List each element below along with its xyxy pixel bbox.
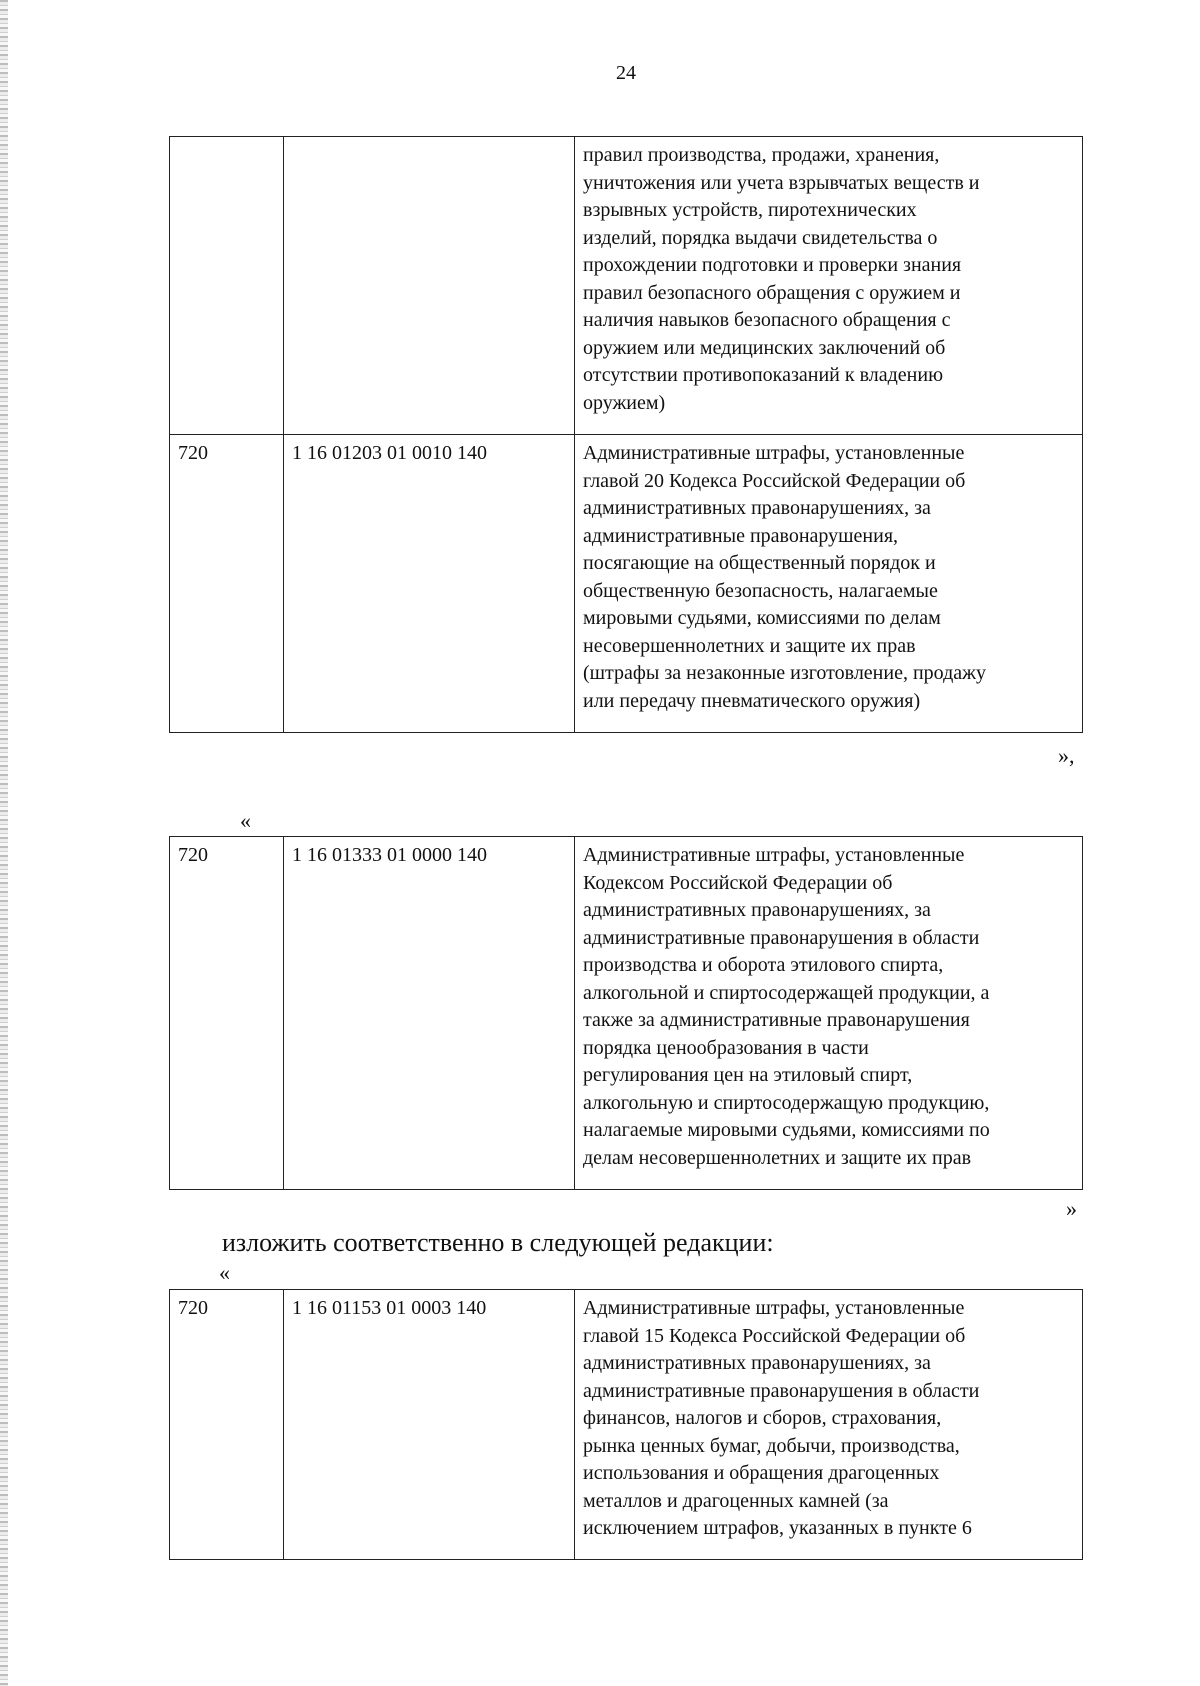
budget-code-cell: 1 16 01153 01 0003 140 <box>284 1290 575 1560</box>
table-second <box>169 836 1083 1190</box>
table-third <box>169 1289 1083 1560</box>
admin-code-cell: 720 <box>170 837 284 1190</box>
table-row <box>170 137 1083 435</box>
opening-quote: « <box>240 808 251 833</box>
closing-quote: », <box>1058 743 1075 768</box>
table-row <box>170 435 1083 733</box>
page-number: 24 <box>616 62 636 84</box>
budget-code-cell: 1 16 01333 01 0000 140 <box>284 837 575 1190</box>
budget-code-cell: 1 16 01203 01 0010 140 <box>284 435 575 733</box>
description-cell: Административные штрафы, установленные Кодексом Российской Федерации об административных правонарушениях, за административные правонарушения в области производства и оборота этилового спирта, алкогольной и спиртосодержащей продукции, а также за административные правонарушения порядка ценообразования в части регулирования цен на этиловый спирт, алкогольную и спиртосодержащую продукцию, налагаемые мировыми судьями, комиссиями по делам несовершеннолетних и защите их прав <box>575 837 1083 1190</box>
admin-code-cell <box>170 137 284 435</box>
description-cell: Административные штрафы, установленные главой 15 Кодекса Российской Федерации об административных правонарушениях, за административные правонарушения в области финансов, налогов и сборов, страхования, рынка ценных бумаг, добычи, производства, использования и обращения драгоценных металлов и драгоценных камней (за исключением штрафов, указанных в пункте 6 <box>575 1290 1083 1560</box>
intro-text: изложить соответственно в следующей редакции: <box>222 1228 774 1257</box>
table-continued <box>169 136 1083 733</box>
description-cell: Административные штрафы, установленные главой 20 Кодекса Российской Федерации об административных правонарушениях, за административные правонарушения, посягающие на общественный порядок и общественную безопасность, налагаемые мировыми судьями, комиссиями по делам несовершеннолетних и защите их прав (штрафы за незаконные изготовление, продажу или передачу пневматического оружия) <box>575 435 1083 733</box>
admin-code-cell: 720 <box>170 435 284 733</box>
scan-edge <box>0 0 8 1686</box>
description-cell: правил производства, продажи, хранения, уничтожения или учета взрывчатых веществ и взрывных устройств, пиротехнических изделий, порядка выдачи свидетельства о прохождении подготовки и проверки знания правил безопасного обращения с оружием и наличия навыков безопасного обращения с оружием или медицинских заключений об отсутствии противопоказаний к владению оружием) <box>575 137 1083 435</box>
budget-code-cell <box>284 137 575 435</box>
closing-quote: » <box>1066 1196 1077 1221</box>
admin-code-cell: 720 <box>170 1290 284 1560</box>
table-row <box>170 1290 1083 1560</box>
table-row <box>170 837 1083 1190</box>
opening-quote: « <box>219 1260 230 1285</box>
